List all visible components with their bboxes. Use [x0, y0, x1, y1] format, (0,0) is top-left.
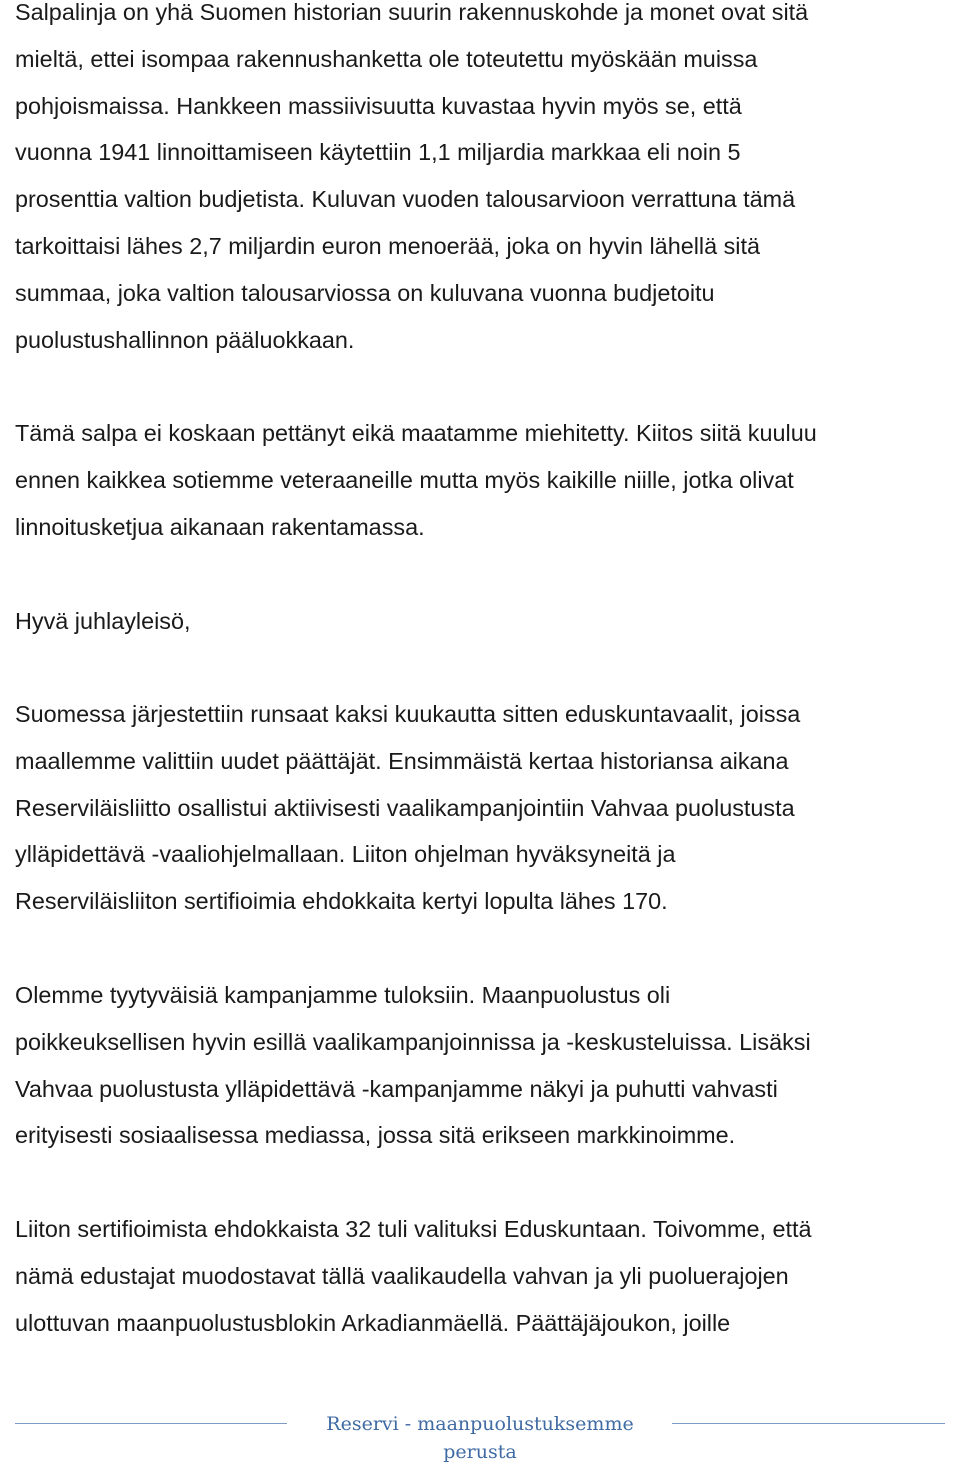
paragraph-campaign-results: Olemme tyytyväisiä kampanjamme tuloksiin. Maanpuolustus oli poikkeuksellisen hyvin esillä vaalikampanjoinnissa ja -keskusteluissa. Lisäksi Vahvaa puolustusta ylläpidettävä -kampanjamme näkyi ja puhutti vahvasti erityisesti sosiaalisessa mediassa, jossa sitä erikseen markkinoimme.	[15, 982, 811, 1149]
footer-title: Reservi - maanpuolustuksemme perusta	[326, 1413, 634, 1463]
page-footer	[0, 1410, 960, 1463]
paragraph-salpalinja-history: Salpalinja on yhä Suomen historian suurin rakennuskohde ja monet ovat sitä mieltä, ettei isompaa rakennushanketta ole toteutettu myöskään muissa pohjoismaissa. Hankkeen massiivisuutta kuvastaa hyvin myös se, että vuonna 1941 linnoittamiseen käytettiin 1,1 miljardia markkaa eli noin 5 prosenttia valtion budjetista. Kuluvan vuoden talousarvioon verrattuna tämä tarkoittaisi lähes 2,7 miljardin euron menoerää, joka on hyvin lähellä sitä summaa, joka valtion talousarviossa on kuluvana vuonna budjetoitu puolustushallinnon pääluokkaan.	[15, 0, 809, 353]
footer-divider-right	[672, 1423, 945, 1424]
paragraph-veterans-thanks: Tämä salpa ei koskaan pettänyt eikä maatamme miehitetty. Kiitos siitä kuuluu ennen kaikkea sotiemme veteraaneille mutta myös kaikille niille, jotka olivat linnoitusketjua aikanaan rakentamassa.	[15, 420, 817, 540]
paragraph-audience-greeting: Hyvä juhlayleisö,	[15, 608, 191, 634]
paragraph-elections: Suomessa järjestettiin runsaat kaksi kuukautta sitten eduskuntavaalit, joissa maallemme valittiin uudet päättäjät. Ensimmäistä kertaa historiansa aikana Reserviläisliitto osallistui aktiivisesti vaalikampanjointiin Vahvaa puolustusta ylläpidettävä -vaaliohjelmallaan. Liiton ohjelman hyväksyneitä ja Reserviläisliiton sertifioimia ehdokkaita kertyi lopulta lähes 170.	[15, 701, 801, 915]
paragraph-certified-candidates: Liiton sertifioimista ehdokkaista 32 tuli valituksi Eduskuntaan. Toivomme, että nämä edustajat muodostavat tällä vaalikaudella vahvan ja yli puoluerajojen ulottuvan maanpuolustusblokin Arkadianmäellä. Päättäjäjoukon, joille	[15, 1216, 812, 1336]
footer-divider-left	[15, 1423, 287, 1424]
